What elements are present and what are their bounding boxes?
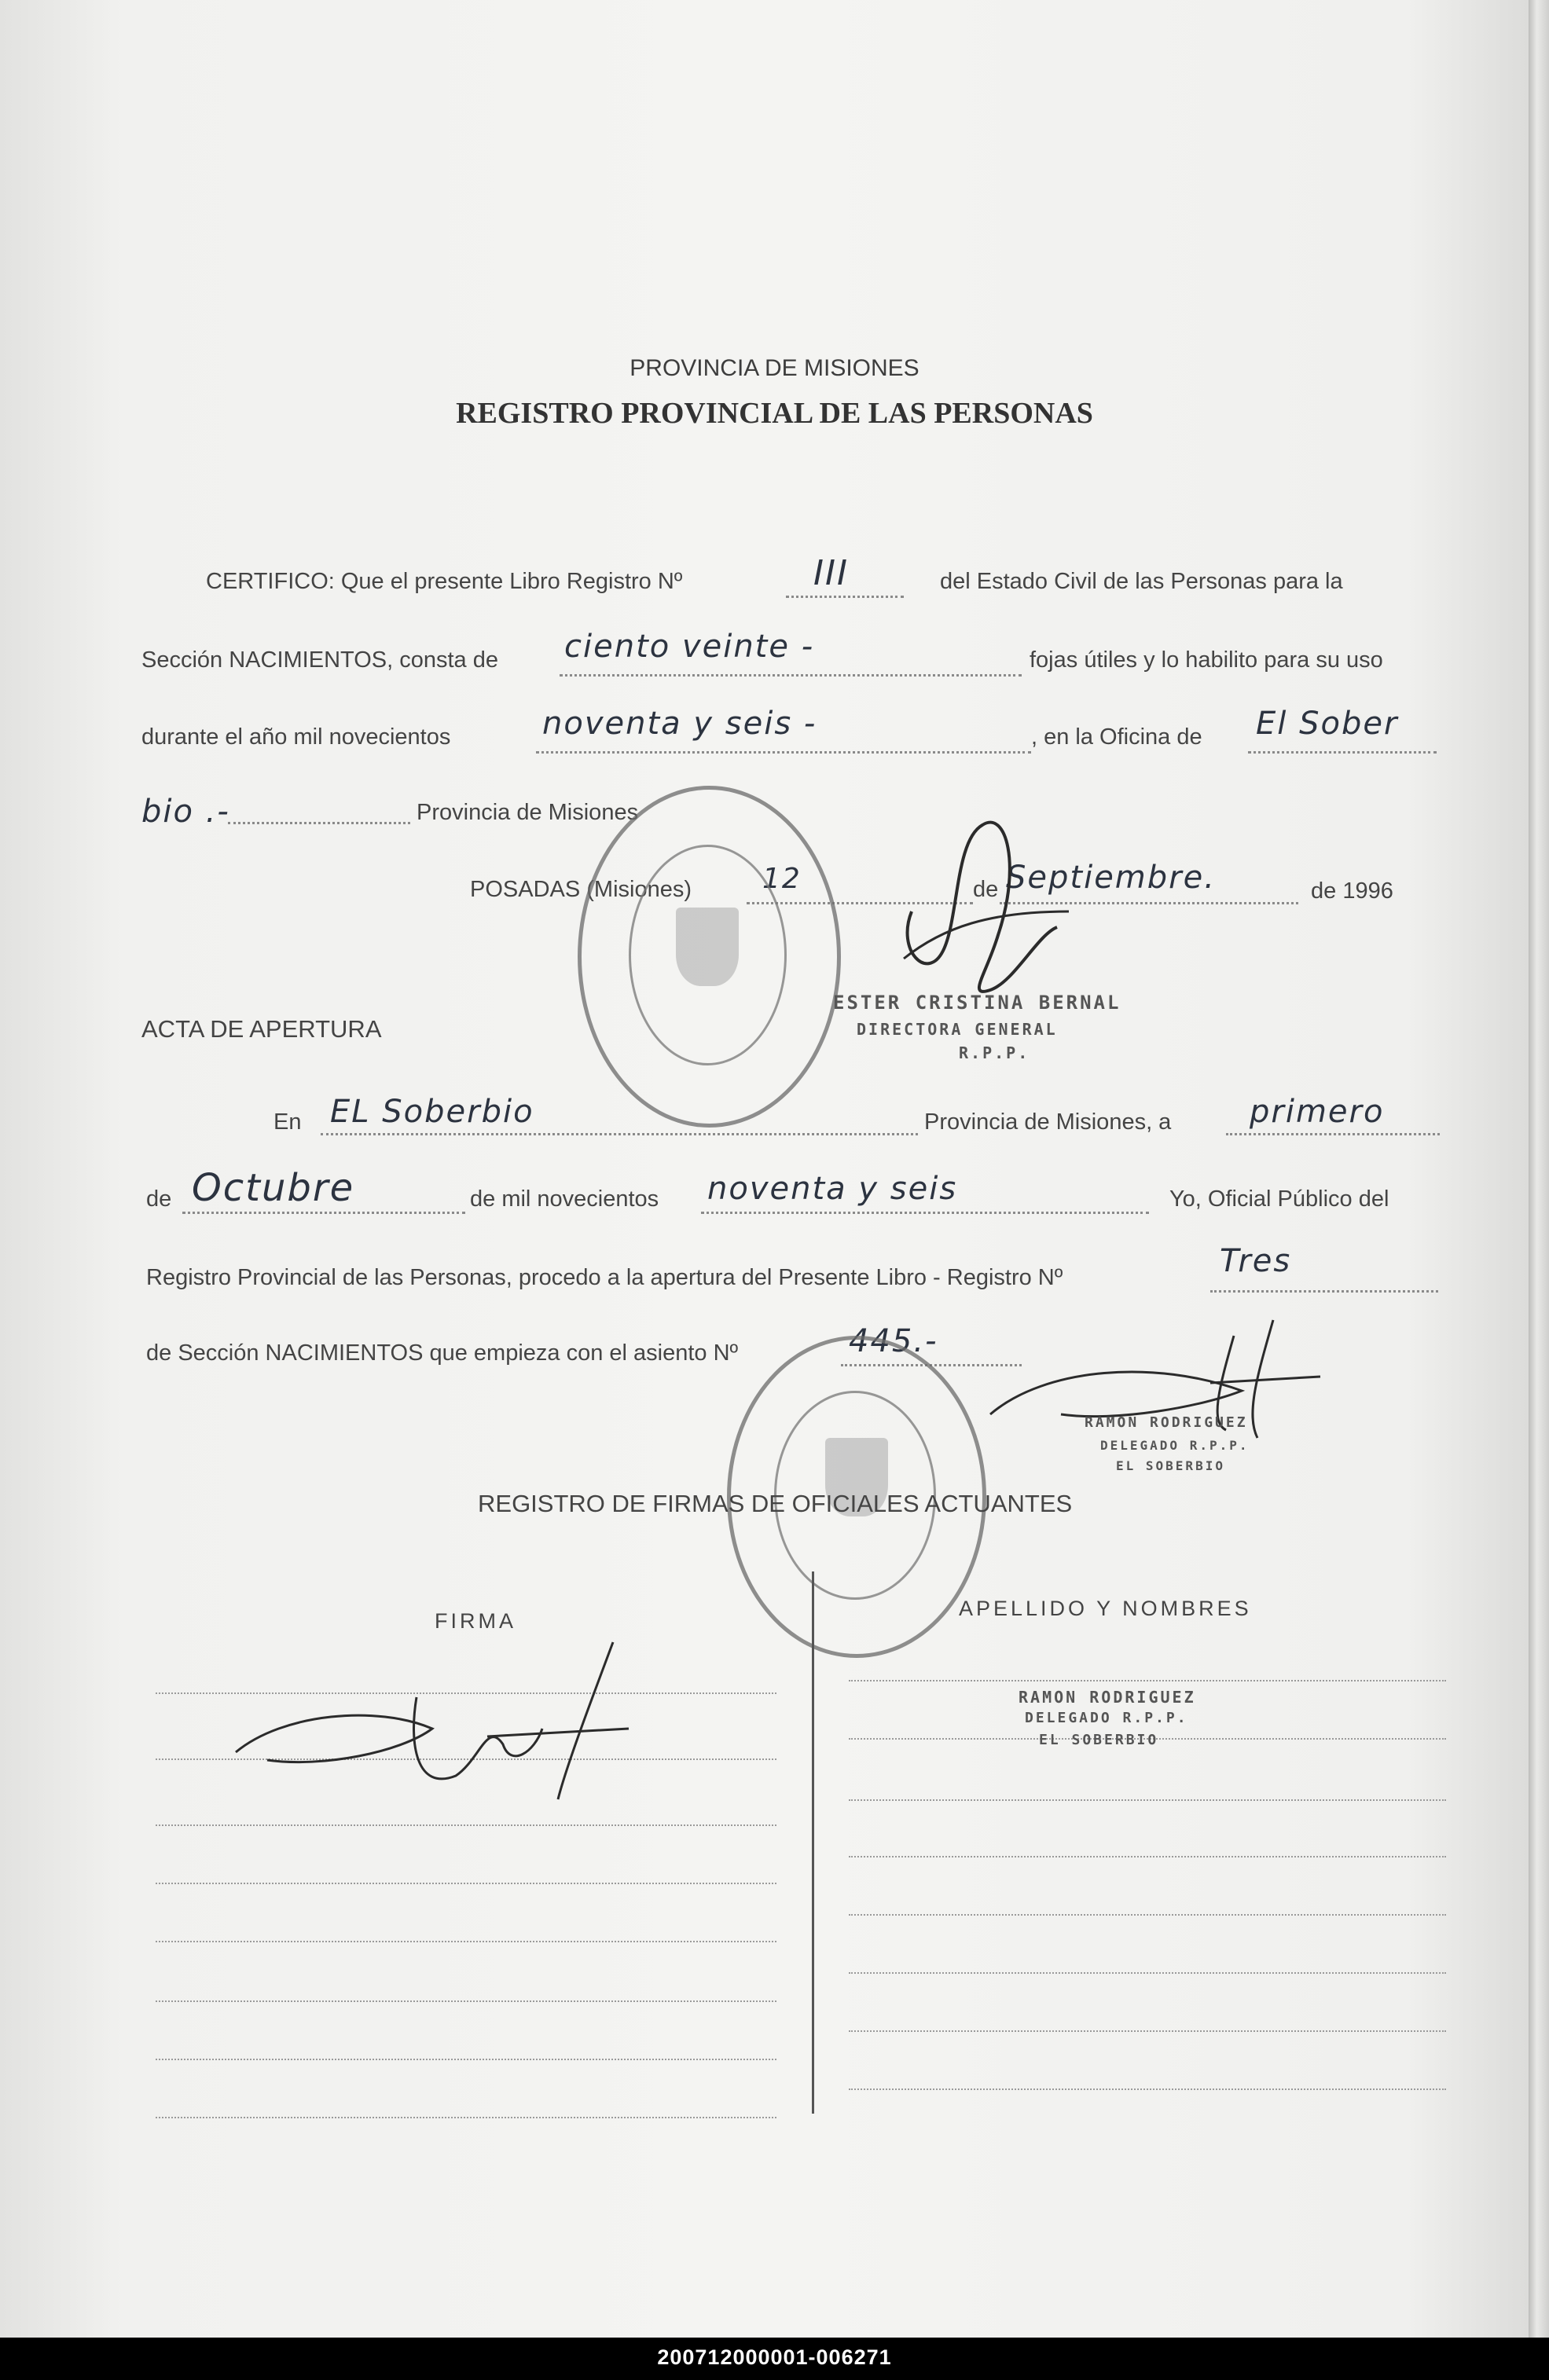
signature-row-line — [156, 1824, 776, 1826]
cert-line2-b: fojas útiles y lo habilito para su uso — [1030, 647, 1383, 673]
signature-row-line — [156, 2059, 776, 2060]
signatory-name: ESTER CRISTINA BERNAL — [833, 992, 1121, 1014]
cert-line2-a: Sección NACIMIENTOS, consta de — [141, 647, 498, 673]
pages-count-handwritten: ciento veinte - — [564, 629, 815, 665]
signatory-title: DIRECTORA GENERAL — [857, 1020, 1058, 1039]
official-seal-top — [578, 786, 841, 1128]
signature-row-line — [156, 2117, 776, 2118]
officer-name-stamp: RAMON RODRIGUEZ — [1019, 1688, 1196, 1707]
acta-line3: Registro Provincial de las Personas, procedo a la apertura del Presente Libro - Registro Nº — [146, 1265, 1063, 1290]
registry-heading: REGISTRO PROVINCIAL DE LAS PERSONAS — [456, 397, 1093, 430]
acta-month-handwritten: Octubre — [192, 1166, 355, 1210]
delegate-stamp-place: EL SOBERBIO — [1116, 1458, 1225, 1473]
acta-title: ACTA DE APERTURA — [141, 1015, 382, 1043]
name-row-line — [849, 2030, 1446, 2032]
officer-place-stamp: EL SOBERBIO — [1039, 1732, 1159, 1748]
signatory-org: R.P.P. — [959, 1043, 1030, 1062]
name-row-line — [849, 1856, 1446, 1857]
signature-row-line — [156, 1941, 776, 1942]
col-firma-header: FIRMA — [435, 1609, 516, 1633]
fill-line — [786, 596, 904, 598]
cert-line1-b: del Estado Civil de las Personas para la — [940, 569, 1343, 594]
firmas-title: REGISTRO DE FIRMAS DE OFICIALES ACTUANTES — [478, 1490, 1073, 1517]
cert-line4: Provincia de Misiones — [417, 800, 639, 825]
acta-place-handwritten: EL Soberbio — [330, 1094, 534, 1130]
acta-day-handwritten: primero — [1250, 1094, 1385, 1130]
province-heading: PROVINCIA DE MISIONES — [630, 355, 919, 381]
date-year: de 1996 — [1311, 878, 1393, 904]
cert-line3-b: , en la Oficina de — [1031, 724, 1202, 750]
officer-signature — [220, 1634, 644, 1823]
office-handwritten-cont: bio .- — [141, 794, 230, 830]
fill-line — [321, 1133, 918, 1135]
name-row-line — [849, 1799, 1446, 1801]
fill-line — [560, 674, 1022, 677]
place-posadas: POSADAS (Misiones) — [470, 877, 692, 902]
acta-year-handwritten: noventa y seis — [707, 1171, 958, 1207]
month-handwritten: Septiembre. — [1006, 860, 1216, 896]
col-nombres-header: APELLIDO Y NOMBRES — [959, 1597, 1252, 1620]
fill-line — [182, 1212, 465, 1214]
acta-de: de — [146, 1186, 172, 1212]
fill-line — [228, 822, 410, 824]
acta-en: En — [273, 1109, 302, 1135]
delegate-stamp-name: RAMON RODRIGUEZ — [1085, 1414, 1248, 1431]
acta-asiento-handwritten: 445.- — [849, 1323, 938, 1359]
book-number-handwritten: III — [813, 553, 849, 593]
name-row-line — [849, 1680, 1446, 1681]
acta-line4: de Sección NACIMIENTOS que empieza con el asiento Nº — [146, 1340, 739, 1366]
officer-title-stamp: DELEGADO R.P.P. — [1025, 1710, 1188, 1726]
fill-line — [1210, 1290, 1438, 1293]
cert-line1-a: CERTIFICO: Que el presente Libro Registro Nº — [206, 569, 683, 594]
name-row-line — [849, 2088, 1446, 2090]
day-handwritten: 12 — [762, 863, 802, 895]
fill-line — [1226, 1133, 1440, 1135]
acta-mil: de mil novecientos — [470, 1186, 659, 1212]
name-row-line — [849, 1914, 1446, 1916]
signature-row-line — [156, 2000, 776, 2002]
acta-province: Provincia de Misiones, a — [924, 1109, 1172, 1135]
name-row-line — [849, 1972, 1446, 1974]
column-divider — [812, 1571, 814, 2114]
date-de: de — [973, 877, 999, 902]
fill-line — [536, 751, 1031, 754]
acta-registro-handwritten: Tres — [1220, 1243, 1292, 1279]
office-handwritten: El Sober — [1256, 706, 1399, 742]
fill-line — [1248, 751, 1437, 754]
fill-line — [701, 1212, 1149, 1214]
acta-oficial: Yo, Oficial Público del — [1169, 1186, 1389, 1212]
document-id: 200712000001-006271 — [657, 2345, 892, 2369]
page-edge — [1529, 0, 1549, 2338]
delegate-stamp-title: DELEGADO R.P.P. — [1100, 1438, 1250, 1453]
signature-row-line — [156, 1883, 776, 1884]
cert-line3-a: durante el año mil novecientos — [141, 724, 451, 750]
year-words-handwritten: noventa y seis - — [542, 706, 817, 742]
